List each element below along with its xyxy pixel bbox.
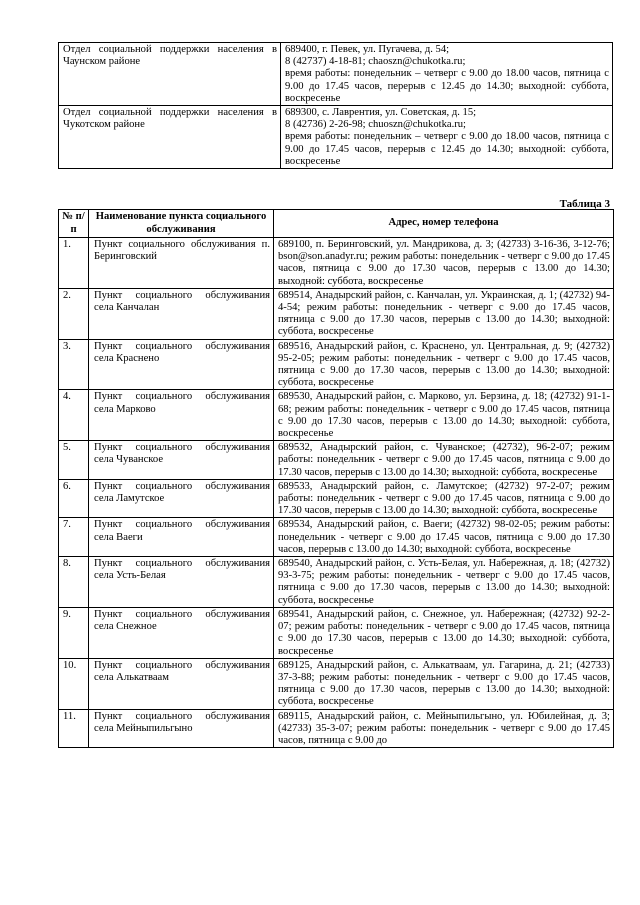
row-number: 6. bbox=[59, 479, 89, 518]
service-point-address: 689534, Анадырский район, с. Ваеги; (42732) 98-02-05; режим работы: понедельник - четверг с 9.00 до 17.45 часов, пятница с 9.00 до 17.30 часов, перерыв с 13.00 до 14.30; выходной: суббота, воскресенье bbox=[274, 518, 614, 557]
office-contact-line: время работы: понедельник – четверг с 9.00 до 18.00 часов, пятница с 9.00 до 17.45 часов, перерыв с 12.45 до 14.30; выходной: суббота, воскресенье bbox=[285, 68, 609, 104]
service-point-name: Пункт социального обслуживания села Марково bbox=[89, 390, 274, 441]
table-row bbox=[59, 557, 614, 608]
office-row bbox=[59, 106, 613, 169]
table-row bbox=[59, 339, 614, 390]
row-number: 8. bbox=[59, 557, 89, 608]
office-contacts bbox=[281, 43, 613, 106]
table-row bbox=[59, 607, 614, 658]
office-contact-line: 689400, г. Певек, ул. Пугачева, д. 54; bbox=[285, 44, 450, 55]
table-row bbox=[59, 479, 614, 518]
office-name: Отдел социальной поддержки населения в Чукотском районе bbox=[59, 106, 281, 169]
table-row bbox=[59, 709, 614, 748]
header-name: Наименование пункта социального обслуживания bbox=[89, 210, 274, 238]
header-row bbox=[59, 210, 614, 238]
table-row bbox=[59, 441, 614, 480]
row-number: 11. bbox=[59, 709, 89, 748]
service-point-name: Пункт социального обслуживания села Ваеги bbox=[89, 518, 274, 557]
service-point-address: 689533, Анадырский район, с. Ламутское; (42732) 97-2-07; режим работы: понедельник - четверг с 9.00 до 17.45 часов, пятница с 9.00 до 17.30 часов, перерыв с 13.00 до 14.30; выходной: суббота, воскресенье bbox=[274, 479, 614, 518]
service-points-body bbox=[59, 238, 614, 748]
table-row bbox=[59, 658, 614, 709]
office-row bbox=[59, 43, 613, 106]
table-caption: Таблица 3 bbox=[559, 198, 610, 210]
service-points-table bbox=[58, 209, 614, 748]
service-point-name: Пункт социального обслуживания села Чуванское bbox=[89, 441, 274, 480]
service-point-address: 689516, Анадырский район, с. Краснено, ул. Центральная, д. 9; (42732) 95-2-05; режим работы: понедельник - четверг с 9.00 до 17.45 часов, пятница с 9.00 до 17.30 часов, перерыв с 13.00 до 14.30; выходной: суббота, воскресенье bbox=[274, 339, 614, 390]
table-row bbox=[59, 390, 614, 441]
service-point-name: Пункт социального обслуживания села Краснено bbox=[89, 339, 274, 390]
service-point-name: Пункт социального обслуживания п. Беринговский bbox=[89, 238, 274, 289]
service-point-name: Пункт социального обслуживания села Алькатваам bbox=[89, 658, 274, 709]
office-contacts bbox=[281, 106, 613, 169]
top-offices-body bbox=[59, 43, 613, 169]
row-number: 3. bbox=[59, 339, 89, 390]
row-number: 5. bbox=[59, 441, 89, 480]
header-address: Адрес, номер телефона bbox=[274, 210, 614, 238]
row-number: 1. bbox=[59, 238, 89, 289]
row-number: 4. bbox=[59, 390, 89, 441]
row-number: 2. bbox=[59, 288, 89, 339]
service-point-address: 689100, п. Беринговский, ул. Мандрикова, д. 3; (42733) 3-16-36, 3-12-76; bson@son.anadyr.ru; режим работы: понедельник - четверг с 9.00 до 17.45 часов, пятница с 9.00 до 17.30 часов, перерыв с 13.00 до 14.30; выходной: суббота, воскресенье bbox=[274, 238, 614, 289]
table-row bbox=[59, 238, 614, 289]
table-row bbox=[59, 518, 614, 557]
service-point-name: Пункт социального обслуживания села Усть-Белая bbox=[89, 557, 274, 608]
top-offices-table bbox=[58, 42, 613, 169]
office-contact-line: 8 (42737) 4-18-81; chaoszn@chukotka.ru; bbox=[285, 56, 466, 68]
row-number: 7. bbox=[59, 518, 89, 557]
service-point-name: Пункт социального обслуживания села Канчалан bbox=[89, 288, 274, 339]
service-point-name: Пункт социального обслуживания села Ламутское bbox=[89, 479, 274, 518]
service-point-address: 689514, Анадырский район, с. Канчалан, ул. Украинская, д. 1; (42732) 94-4-54; режим работы: понедельник - четверг с 9.00 до 17.45 часов, пятница с 9.00 до 17.30 часов, перерыв с 13.00 до 14.30; выходной: суббота, воскресенье bbox=[274, 288, 614, 339]
service-point-address: 689125, Анадырский район, с. Алькатваам, ул. Гагарина, д. 21; (42733) 37-3-88; режим работы: понедельник - четверг с 9.00 до 17.45 часов, пятница с 9.00 до 17.30 часов, перерыв с 13.00 до 14.30; выходной: суббота, воскресенье bbox=[274, 658, 614, 709]
service-point-address: 689541, Анадырский район, с. Снежное, ул. Набережная; (42732) 92-2-07; режим работы: понедельник - четверг с 9.00 до 17.45 часов, пятница с 9.00 до 17.30 часов, перерыв с 13.00 до 14.30; выходной: суббота, воскресенье bbox=[274, 607, 614, 658]
service-point-address: 689532, Анадырский район, с. Чуванское; (42732), 96-2-07; режим работы: понедельник - четверг с 9.00 до 17.45 часов, пятница с 9.00 до 17.30 часов, перерыв с 13.00 до 14.30; выходной: суббота, воскресенье bbox=[274, 441, 614, 480]
service-point-name: Пункт социального обслуживания села Снежное bbox=[89, 607, 274, 658]
office-contact-line: 8 (42736) 2-26-98; chuoszn@chukotka.ru; bbox=[285, 119, 466, 131]
service-point-address: 689115, Анадырский район, с. Мейныпильгыно, ул. Юбилейная, д. 3; (42733) 35-3-07; режим работы: понедельник - четверг с 9.00 до 17.45 часов, пятница с 9.00 до bbox=[274, 709, 614, 748]
row-number: 9. bbox=[59, 607, 89, 658]
table-header bbox=[59, 210, 614, 238]
header-num: № п/п bbox=[59, 210, 89, 238]
office-name: Отдел социальной поддержки населения в Чаунском районе bbox=[59, 43, 281, 106]
service-point-address: 689530, Анадырский район, с. Марково, ул. Берзина, д. 18; (42732) 91-1-68; режим работы: понедельник - четверг с 9.00 до 17.45 часов, пятница с 9.00 до 17.30 часов, перерыв с 13.00 до 14.30; выходной: суббота, воскресенье bbox=[274, 390, 614, 441]
service-point-address: 689540, Анадырский район, с. Усть-Белая, ул. Набережная, д. 18; (42732) 93-3-75; режим работы: понедельник - четверг с 9.00 до 17.45 часов, пятница с 9.00 до 17.30 часов, перерыв с 13.00 до 14.30; выходной: суббота, воскресенье bbox=[274, 557, 614, 608]
service-point-name: Пункт социального обслуживания села Мейныпильгыно bbox=[89, 709, 274, 748]
table-row bbox=[59, 288, 614, 339]
office-contact-line: время работы: понедельник – четверг с 9.00 до 18.00 часов, пятница с 9.00 до 17.45 часов, перерыв с 12.45 до 14.30; выходной: суббота, воскресенье bbox=[285, 131, 609, 167]
office-contact-line: 689300, с. Лаврентия, ул. Советская, д. 15; bbox=[285, 107, 477, 119]
row-number: 10. bbox=[59, 658, 89, 709]
